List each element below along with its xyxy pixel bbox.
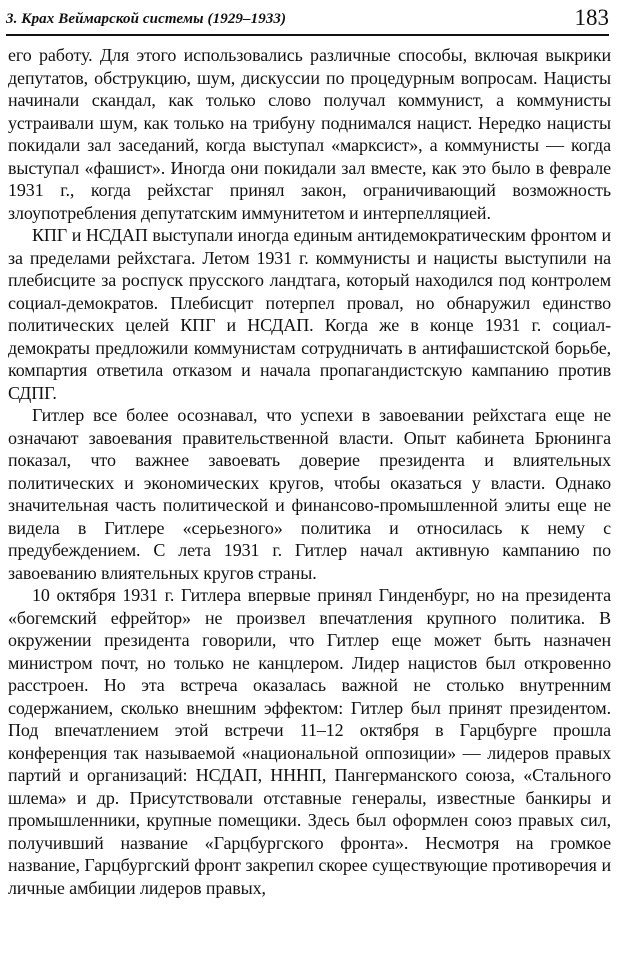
paragraph: его работу. Для этого использовались различные способы, включая выкрики депутатов, обструкцию, шум, дискуссии по процедурным вопросам. Нацисты начинали скандал, как только слово получал коммунист, а коммунисты устраивали шум, как только на трибуну поднимался нацист. Нередко нацисты покидали зал заседаний, когда выступал «марксист», а коммунисты — когда выступал «фашист». Иногда они покидали зал вместе, как это было в феврале 1931 г., когда рейхстаг принял закон, ограничивающий возможность злоупотребления депутатским иммунитетом и интерпелляцией. xyxy=(8,45,611,223)
page-number: 183 xyxy=(574,5,609,30)
paragraph: КПГ и НСДАП выступали иногда единым антидемократическим фронтом и за пределами рейхстага. Летом 1931 г. коммунисты и нацисты выступили на плебисците за роспуск прусского ландтага, который находился под контролем социал-демократов. Плебисцит потерпел провал, но обнаружил единство политических целей КПГ и НСДАП. Когда же в конце 1931 г. социал-демократы предложили коммунистам сотрудничать в антифашистской борьбе, компартия ответила отказом и начала пропагандистскую кампанию против СДПГ. xyxy=(8,225,611,403)
paragraph: 10 октября 1931 г. Гитлера впервые принял Гинденбург, но на президента «богемский ефрейтор» не произвел впечатления крупного политика. В окружении президента говорили, что Гитлер еще может быть назначен министром почт, но только не канцлером. Лидер нацистов был откровенно расстроен. Но эта встреча оказалась важной не столько внутренним содержанием, сколько внешним эффектом: Гитлер был принят президентом. Под впечатлением этой встречи 11–12 октября в Гарцбурге прошла конференция так называемой «национальной оппозиции» — лидеров правых партий и организаций: НСДАП, НННП, Пангерманского союза, «Стального шлема» и др. Присутствовали отставные генералы, известные банкиры и промышленники, крупные помещики. Здесь был оформлен союз правых сил, получивший название «Гарцбургского фронта». Несмотря на громкое название, Гарцбургский фронт закрепил скорее существующие противоречия и личные амбиции лидеров правых, xyxy=(8,585,611,898)
paragraph: Гитлер все более осознавал, что успехи в завоевании рейхстага еще не означают завоевания правительственной власти. Опыт кабинета Брюнинга показал, что важнее завоевать доверие президента и влиятельных политических и экономических кругов, чтобы оказаться у власти. Однако значительная часть политической и финансово-промышленной элиты еще не видела в Гитлере «серьезного» политика и относилась к нему с предубеждением. С лета 1931 г. Гитлер начал активную кампанию по завоеванию влиятельных кругов страны. xyxy=(8,405,611,583)
page-header xyxy=(6,4,609,36)
running-head: 3. Крах Веймарской системы (1929–1933) xyxy=(6,11,287,27)
body-text xyxy=(8,44,611,899)
